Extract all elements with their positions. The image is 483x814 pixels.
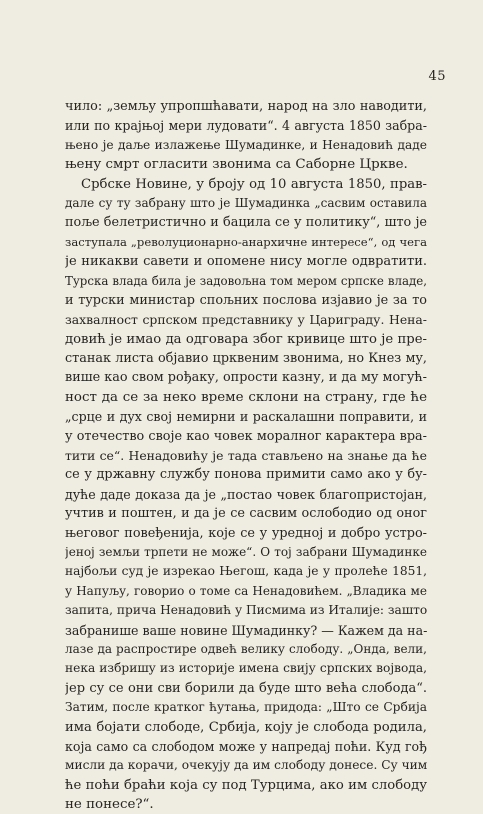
text-line: јер су се они сви борили да буде што већа слобода“. [65, 680, 427, 696]
text-line: лазе да распростире одвећ велику слободу. „Онда, вели, [65, 641, 427, 656]
text-line: мисли да корачи, очекују да им слободу донесе. Су чим [65, 758, 427, 773]
text-line: забранише ваше новине Шумадинку? — Кажем да на- [65, 622, 427, 638]
text-line: ће поћи браћи која су под Турцима, ако им слободу [65, 777, 427, 793]
text-line: дале су ту забрану што је Шумадинка „сасвим оставила [65, 195, 427, 210]
text-line: захвалност српском представнику у Цариграду. Нена- [65, 312, 427, 328]
text-line: или по крајњој мери лудовати“. 4 августа 1850 забра- [65, 118, 427, 134]
text-line: учтив и поштен, и да је се сасвим ослободио од оног [65, 506, 427, 522]
text-line: ност да се за неко време склони на страну, где ће [65, 389, 427, 405]
text-line: која само са слободом може у напредај поћи. Куд гођ [65, 738, 427, 754]
body-text [65, 97, 427, 814]
text-line: дуће даде доказа да је „постао човек благопристојан, [65, 486, 427, 502]
text-line: Затим, после кратког ћутања, придода: „Што се Србија [65, 700, 427, 715]
text-line: довић је имао да одговара због кривице што је пре- [65, 331, 427, 347]
text-line: њену смрт огласити звонима са Саборне Цркве. [65, 157, 408, 173]
text-line: чило: „земљу упропшћавати, народ на зло наводити, [65, 99, 427, 114]
text-line: Турска влада била је задовољна том мером српске владе, [65, 273, 427, 288]
text-line: у отечество своје као човек моралног карактера вра- [65, 428, 427, 444]
text-line: јеној земљи трпети не може“. О тој забрани Шумадинке [65, 544, 427, 559]
text-line: заступала „револуционарно-анархичне интересе“, од чега [65, 234, 427, 249]
text-line: најбољи суд је изрекао Његош, када је у пролеће 1851, [65, 564, 427, 579]
text-line: више као свом рођаку, опрости казну, и да му могућ- [65, 370, 427, 386]
text-line: запита, прича Ненадовић у Писмима из Италије: зашто [65, 603, 427, 618]
page-number: 45 [428, 69, 446, 84]
text-line: је никакви савети и опомене нису могле одвратити. [65, 254, 427, 270]
text-line: Србске Новине, у броју од 10 августа 1850, прав- [81, 176, 427, 192]
text-line: његовог повеђенија, које се у уредној и добро устро- [65, 525, 427, 541]
text-line: нека избришу из историје имена свију српских војвода, [65, 661, 427, 676]
text-line: и турски министар спољних послова изјавио је за то [65, 292, 427, 308]
text-line: поље белетристично и бацила се у политику“, што је [65, 215, 427, 231]
text-line: не понесе?“. [65, 797, 154, 813]
text-line: има бојати слободе, Србија, коју је слобода родила, [65, 719, 427, 735]
text-line: се у државну службу понова примити само ако у бу- [65, 467, 427, 483]
text-line: „срце и дух свој немирни и раскалашни поправити, и [65, 409, 427, 425]
text-line: станак листа објавио црквеним звонима, но Кнез му, [65, 351, 427, 367]
text-line: њено је даље излажење Шумадинке, и Ненадовић даде [65, 137, 427, 152]
text-line: тити се“. Ненадовићу је тада стављено на знање да ће [65, 448, 427, 464]
text-line: у Напуљу, говорио о томе са Ненадовићем. „Владика ме [65, 583, 427, 598]
